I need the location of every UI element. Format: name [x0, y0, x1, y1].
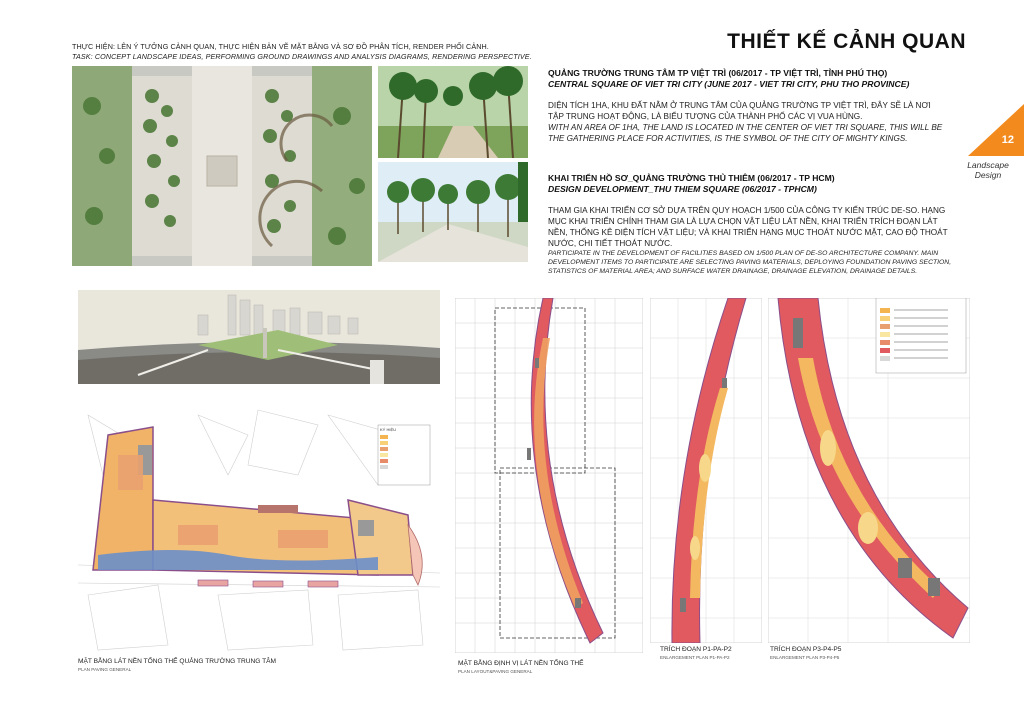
- project1-desc-en: WITH AN AREA OF 1HA, THE LAND IS LOCATED IN THE CENTER OF VIET TRI SQUARE, THIS WILL BE THE GATHERING PLACE FOR ACTIVITIES, IS THE SYMBOL OF THE CITY OF MIGHTY KINGS.: [548, 123, 943, 143]
- aerial-city-render: [78, 290, 440, 384]
- project2-desc-vi: THAM GIA KHAI TRIỂN CƠ SỞ DỰA TRÊN QUY HOẠCH 1/500 CỦA CÔNG TY KIẾN TRÚC DE-SO. HẠNG MỤC KHAI TRIỂN CHÍNH THAM GIA LÀ LỰA CHỌN VẬT LIỆU LÁT NỀN, KHAI TRIỂN TRÍCH ĐOẠN LÁT NỀN, THỐNG KÊ DIỆN TÍCH VẬT LIỆU; VÀ KHAI TRIỂN HẠNG MỤC THOÁT NƯỚC MẶT, CAO ĐỘ THOÁT NƯỚC, CHI TIẾT THOÁT NƯỚC.: [548, 206, 948, 248]
- task-description: [72, 42, 542, 62]
- project2-desc-en: PARTICIPATE IN THE DEVELOPMENT OF FACILITIES BASED ON 1/500 PLAN OF DE-SO ARCHITECTURE COMPANY. MAIN DEVELOPMENT ITEMS TO PARTICIPATE ARE SELECTING PAVING MATERIALS, DEPLOYING FOUNDATION PAVING SECTION, STATISTICS OF MATERIAL AREA; AND SURFACE WATER DRAINAGE, DRAINAGE ELEVATION, DRAINAGE DETAILS.: [548, 250, 952, 275]
- layout-plan-caption-sub: PLAN LAYOUT&PAVING GENERAL: [458, 669, 533, 674]
- central-plan-caption-sub: PLAN PAVING GENERAL: [78, 667, 132, 672]
- enlargement-plan-p1: [650, 298, 762, 643]
- project1-desc-vi: DIỆN TÍCH 1HA, KHU ĐẤT NẰM Ở TRUNG TÂM CỦA QUẢNG TRƯỜNG TP VIỆT TRÌ, ĐÂY SẼ LÀ NƠI TẬP TRUNG HOẠT ĐỘNG, LÀ BIỂU TƯỢNG CỦA THÀNH PHỐ CÁC VỊ VUA HÙNG.: [548, 101, 931, 121]
- section1-caption-title: TRÍCH ĐOẠN P1-PA-P2: [660, 646, 732, 653]
- perspective-render-1: [378, 66, 528, 158]
- layout-paving-plan: [455, 298, 643, 653]
- perspective-render-2: [378, 162, 528, 262]
- section2-caption-title: TRÍCH ĐOẠN P3-P4-P5: [770, 646, 842, 653]
- project2-block: [548, 173, 958, 276]
- project1-block: [548, 68, 948, 144]
- page-title: THIẾT KẾ CẢNH QUAN: [727, 30, 966, 53]
- aerial-plan-render: [72, 66, 372, 266]
- layout-plan-caption-title: MẶT BẰNG ĐỊNH VỊ LÁT NỀN TỔNG THỂ: [458, 660, 584, 667]
- project2-title-vi: KHAI TRIỂN HỒ SƠ_QUẢNG TRƯỜNG THỦ THIÊM (06/2017 - TP HCM): [548, 173, 835, 183]
- central-paving-plan: [78, 405, 440, 655]
- section2-caption: [770, 646, 930, 662]
- tab-shape: [968, 104, 1024, 156]
- section1-caption: [660, 646, 770, 662]
- project1-title-en: CENTRAL SQUARE OF VIET TRI CITY (JUNE 2017 - VIET TRI CITY, PHU THO PROVINCE): [548, 79, 910, 89]
- section2-caption-sub: ENLARGEMENT PLAN P3-P4-P5: [770, 655, 840, 660]
- section-label: Landscape Design: [967, 160, 1009, 180]
- legend-title: KÝ HIỆU: [380, 427, 397, 432]
- section1-caption-sub: ENLARGEMENT PLAN P1-PA-P2: [660, 655, 730, 660]
- task-en: TASK: CONCEPT LANDSCAPE IDEAS, PERFORMING GROUND DRAWINGS AND ANALYSIS DIAGRAMS, RENDERING PERSPECTIVE.: [72, 52, 532, 61]
- project2-title-en: DESIGN DEVELOPMENT_THU THIEM SQUARE (06/2017 - TPHCM): [548, 184, 817, 194]
- layout-plan-caption: [458, 660, 658, 676]
- central-plan-caption-title: MẶT BẰNG LÁT NỀN TỔNG THỂ QUẢNG TRƯỜNG TRUNG TÂM: [78, 658, 277, 665]
- page-number: 12: [1001, 134, 1014, 146]
- page-number-tab: [968, 104, 1024, 156]
- central-plan-caption: [78, 658, 338, 674]
- enlargement-plan-p3: [768, 298, 970, 643]
- project1-title-vi: QUẢNG TRƯỜNG TRUNG TÂM TP VIỆT TRÌ (06/2017 - TP VIỆT TRÌ, TỈNH PHÚ THỌ): [548, 68, 888, 78]
- task-vi: THỰC HIỆN: LÊN Ý TƯỞNG CẢNH QUAN, THỰC HIỆN BẢN VẼ MẶT BẰNG VÀ SƠ ĐỒ PHÂN TÍCH, RENDER PHỐI CẢNH.: [72, 42, 489, 51]
